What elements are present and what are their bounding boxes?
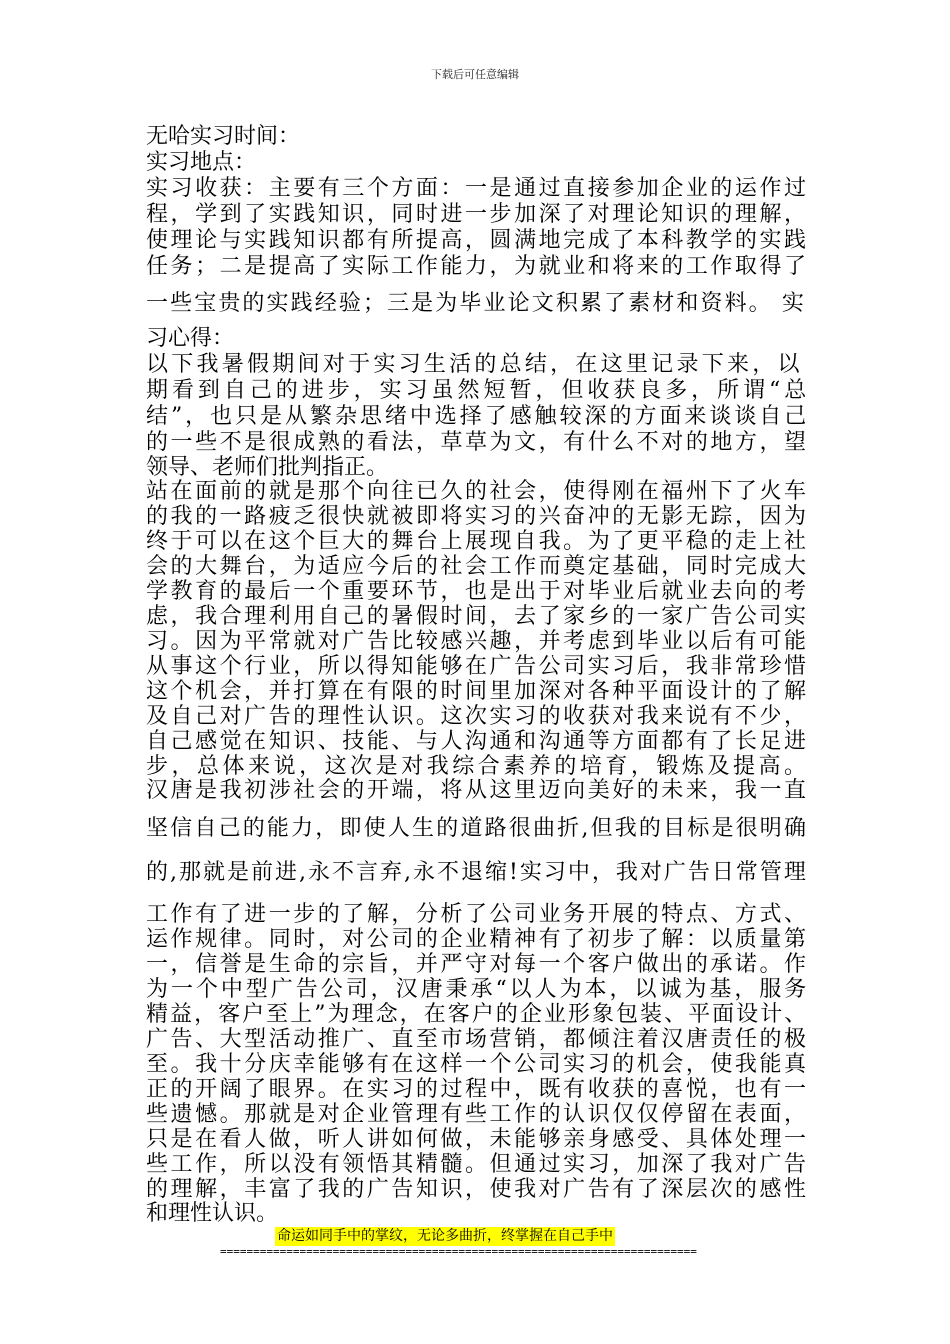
text-line: 的一些不是很成熟的看法，草草为文，有什么不对的地方，望 bbox=[146, 430, 809, 455]
text-line: 汉唐是我初涉社会的开端，将从这里迈向美好的未来，我一直 bbox=[146, 778, 809, 803]
footer-rule: ======================================================================== bbox=[220, 1245, 697, 1258]
text-line: 以下我暑假期间对于实习生活的总结，在这里记录下来，以 bbox=[146, 352, 803, 377]
text-line: 从事这个行业，所以得知能够在广告公司实习后，我非常珍惜 bbox=[146, 654, 809, 679]
text-line: 运作规律。同时，对公司的企业精神有了初步了解：以质量第 bbox=[146, 927, 809, 952]
text-line: 一些宝贵的实践经验；三是为毕业论文积累了素材和资料。 实 bbox=[146, 291, 806, 316]
text-line: 结”，也只是从繁杂思绪中选择了感触较深的方面来谈谈自己 bbox=[146, 404, 810, 429]
text-line: 只是在看人做，听人讲如何做，未能够亲身感受、具体处理一 bbox=[146, 1127, 809, 1152]
text-line: 一，信誉是生命的宗旨，并严守对每一个客户做出的承诺。作 bbox=[146, 952, 809, 977]
text-line: 实习地点： bbox=[146, 150, 257, 175]
text-line: 的,那就是前进,永不言弃,永不退缩!实习中，我对广告日常管理 bbox=[146, 860, 808, 885]
text-line: 些工作，所以没有领悟其精髓。但通过实习，加深了我对广告 bbox=[146, 1152, 809, 1177]
text-line: 实习收获：主要有三个方面：一是通过直接参加企业的运作过 bbox=[146, 176, 809, 201]
text-line: 至。我十分庆幸能够有在这样一个公司实习的机会，使我能真 bbox=[146, 1052, 809, 1077]
text-line: 自己感觉在知识、技能、与人沟通和沟通等方面都有了长足进 bbox=[146, 729, 809, 754]
text-line: 广告、大型活动推广、直至市场营销，都倾注着汉唐责任的极 bbox=[146, 1027, 809, 1052]
text-line: 使理论与实践知识都有所提高，圆满地完成了本科教学的实践 bbox=[146, 228, 809, 253]
text-line: 虑，我合理利用自己的暑假时间，去了家乡的一家广告公司实 bbox=[146, 604, 809, 629]
text-line: 任务；二是提高了实际工作能力，为就业和将来的工作取得了 bbox=[146, 254, 809, 279]
page-header: 下载后可任意编辑 bbox=[431, 68, 519, 81]
text-line: 些遗憾。那就是对企业管理有些工作的认识仅仅停留在表面， bbox=[146, 1102, 809, 1127]
text-line: 习。因为平常就对广告比较感兴趣，并考虑到毕业以后有可能 bbox=[146, 629, 809, 654]
text-line: 步，总体来说，这次是对我综合素养的培育，锻炼及提高。 bbox=[146, 754, 810, 779]
text-line: 期看到自己的进步，实习虽然短暂，但收获良多，所谓“总 bbox=[146, 378, 811, 403]
footer-motto: 命运如同手中的掌纹，无论多曲折，终掌握在自己手中 bbox=[277, 1228, 613, 1244]
text-line: 正的开阔了眼界。在实习的过程中，既有收获的喜悦，也有一 bbox=[146, 1077, 809, 1102]
text-line: 坚信自己的能力，即使人生的道路很曲折,但我的目标是很明确 bbox=[146, 816, 809, 841]
text-line: 和理性认识。 bbox=[146, 1201, 279, 1226]
text-line: 会的大舞台，为适应今后的社会工作而奠定基础，同时完成大 bbox=[146, 554, 809, 579]
text-line: 为一个中型广告公司，汉唐秉承“以人为本，以诚为基，服务 bbox=[146, 977, 810, 1002]
text-line: 学教育的最后一个重要环节，也是出于对毕业后就业去向的考 bbox=[146, 579, 809, 604]
text-line: 工作有了进一步的了解，分析了公司业务开展的特点、方式、 bbox=[146, 902, 809, 927]
text-line: 领导、老师们批判指正。 bbox=[146, 455, 389, 480]
text-line: 的我的一路疲乏很快就被即将实习的兴奋冲的无影无踪，因为 bbox=[146, 504, 809, 529]
text-line: 的理解，丰富了我的广告知识，使我对广告有了深层次的感性 bbox=[146, 1177, 809, 1202]
text-line: 无哈实习时间： bbox=[146, 124, 301, 149]
text-line: 程，学到了实践知识，同时进一步加深了对理论知识的理解， bbox=[146, 202, 809, 227]
text-line: 及自己对广告的理性认识。这次实习的收获对我来说有不少， bbox=[146, 704, 809, 729]
text-line: 站在面前的就是那个向往已久的社会，使得刚在福州下了火车 bbox=[146, 479, 809, 504]
text-line: 习心得： bbox=[146, 326, 235, 351]
text-line: 精益，客户至上”为理念，在客户的企业形象包装、平面设计、 bbox=[146, 1002, 809, 1027]
text-line: 终于可以在这个巨大的舞台上展现自我。为了更平稳的走上社 bbox=[146, 529, 809, 554]
text-line: 这个机会，并打算在有限的时间里加深对各种平面设计的了解 bbox=[146, 679, 809, 704]
